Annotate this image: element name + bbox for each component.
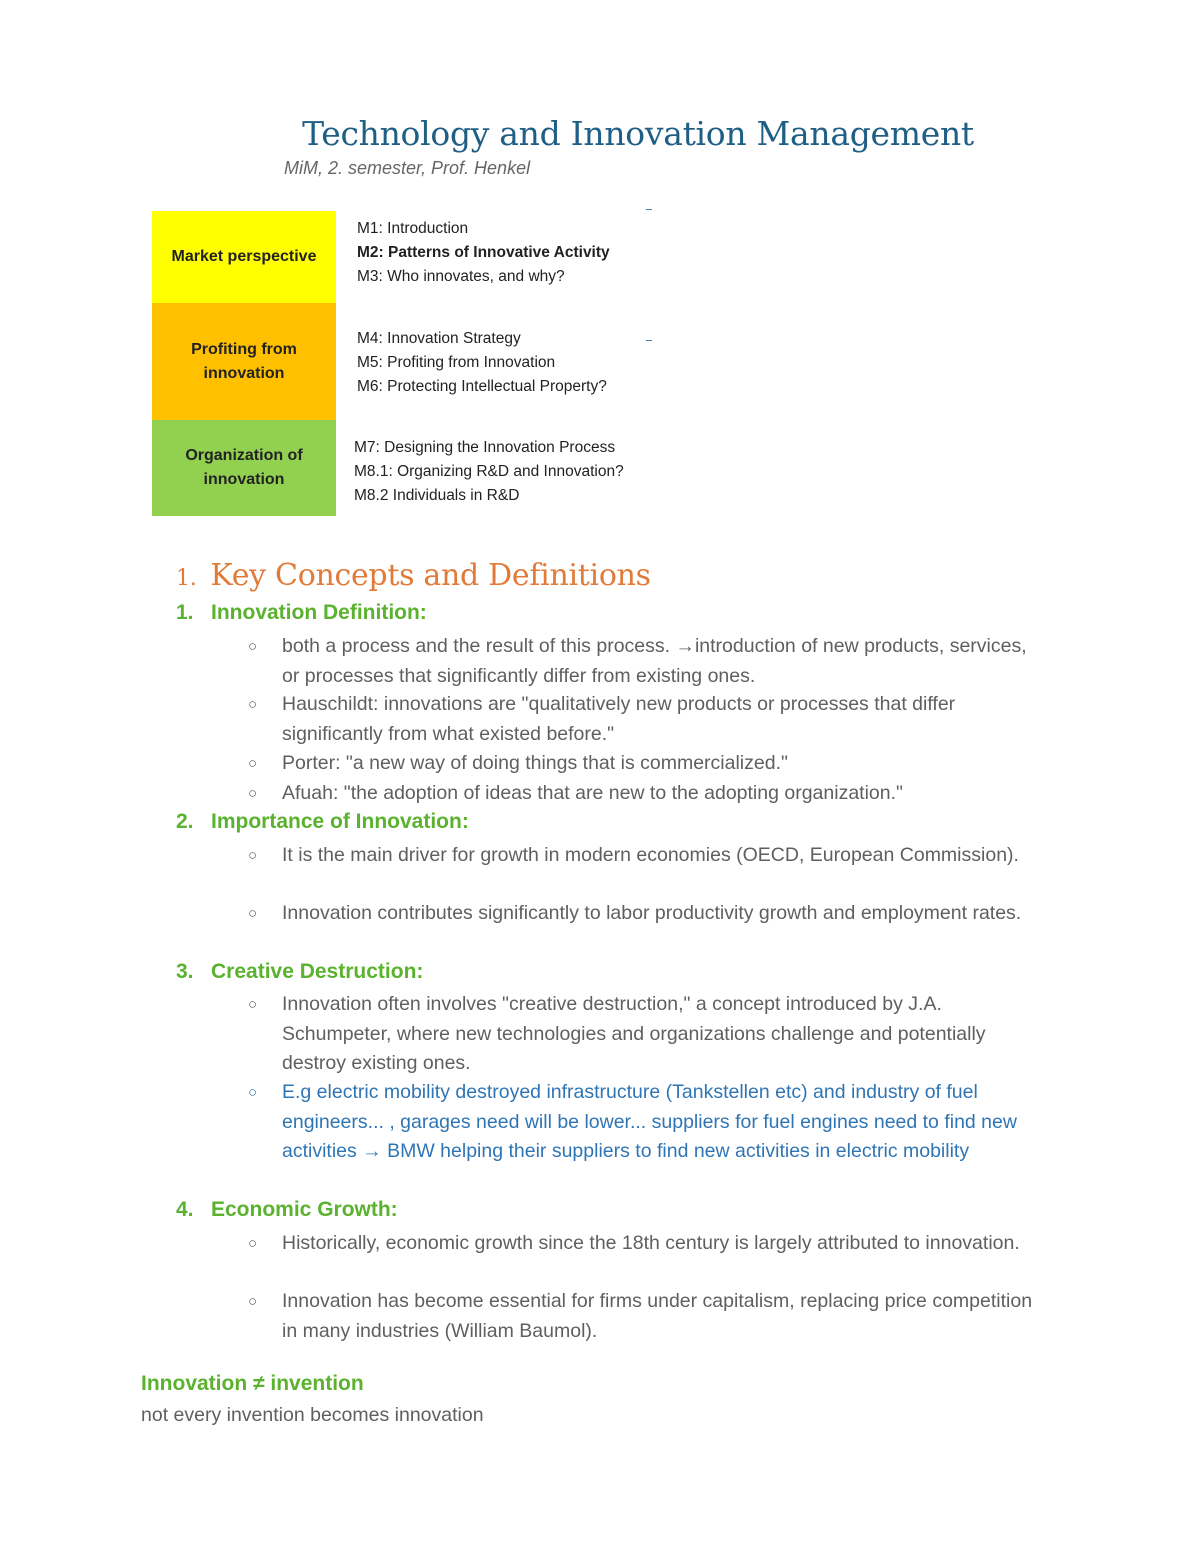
bullet-text: Innovation often involves "creative destruction," a concept introduced by J.A. Schumpeter, where new technologies and organizations challenge and potentially destroy existing ones. (282, 993, 986, 1074)
subsection-number: 3. (176, 960, 194, 983)
subsection-number: 1. (176, 601, 194, 624)
section-title: Key Concepts and Definitions (210, 558, 651, 593)
bullet-circle-icon: ○ (248, 996, 258, 1013)
list-item (248, 779, 1048, 809)
subsection-title: Innovation Definition: (211, 601, 427, 624)
module-item: M3: Who innovates, and why? (357, 268, 565, 285)
subsection-number: 4. (176, 1198, 194, 1221)
dash-mark (646, 209, 652, 210)
list-item (248, 632, 1048, 691)
page-subtitle: MiM, 2. semester, Prof. Henkel (284, 158, 531, 178)
bullet-text: Historically, economic growth since the 18th century is largely attributed to innovation. (282, 1232, 1020, 1254)
band-organization-of-innovation (152, 420, 336, 516)
subsection-number: 2. (176, 810, 194, 833)
subsection-heading (176, 601, 427, 625)
bullet-text: both a process and the result of this process. →introduction of new products, services, or processes that significantly differ from existing ones. (282, 635, 1027, 687)
module-item: M2: Patterns of Innovative Activity (357, 244, 610, 261)
bullet-circle-icon: ○ (248, 696, 258, 713)
dash-mark (646, 340, 652, 341)
bullet-text: Innovation contributes significantly to labor productivity growth and employment rates. (282, 902, 1022, 924)
module-item: M7: Designing the Innovation Process (354, 439, 616, 456)
module-item: M8.1: Organizing R&D and Innovation? (354, 463, 624, 480)
bullet-circle-icon: ○ (248, 905, 258, 922)
subsection-heading (176, 1198, 398, 1222)
course-overview-figure (152, 211, 662, 516)
bullet-circle-icon: ○ (248, 1293, 258, 1310)
list-item (248, 749, 1048, 779)
module-item: M4: Innovation Strategy (357, 330, 521, 347)
list-item (248, 899, 1048, 929)
band-label: Organization of (185, 447, 303, 464)
bullet-circle-icon: ○ (248, 1084, 258, 1101)
band-label: Profiting from (191, 340, 297, 358)
list-item (248, 1078, 1048, 1167)
module-list-market (357, 217, 610, 289)
bullet-circle-icon: ○ (248, 847, 258, 864)
note-text: not every invention becomes innovation (141, 1404, 484, 1426)
list-item (248, 990, 1048, 1079)
list-item (248, 690, 1048, 749)
subsection-heading (176, 960, 423, 984)
bullet-text: Hauschildt: innovations are "qualitatively new products or processes that differ significantly from what existed before." (282, 693, 956, 745)
bullet-text: Afuah: "the adoption of ideas that are new to the adopting organization." (282, 782, 903, 804)
page-title: Technology and Innovation Management (302, 114, 974, 153)
band-label: innovation (203, 364, 285, 382)
bullet-circle-icon: ○ (248, 755, 258, 772)
subsection-title: Economic Growth: (211, 1198, 398, 1221)
subsection-heading (176, 810, 469, 834)
section-heading (176, 558, 651, 593)
bullet-text: It is the main driver for growth in modern economies (OECD, European Commission). (282, 844, 1019, 866)
bullet-circle-icon: ○ (248, 1235, 258, 1252)
list-item (248, 1229, 1048, 1259)
band-market-perspective (152, 211, 336, 303)
band-label: Market perspective (171, 248, 317, 265)
bullet-circle-icon: ○ (248, 785, 258, 802)
note-heading: Innovation ≠ invention (141, 1372, 364, 1395)
bullet-circle-icon: ○ (248, 638, 258, 655)
list-item (248, 1287, 1048, 1346)
module-item: M6: Protecting Intellectual Property? (357, 378, 607, 395)
bullet-text: Porter: "a new way of doing things that is commercialized." (282, 752, 788, 774)
module-item: M8.2 Individuals in R&D (354, 487, 520, 504)
module-item: M1: Introduction (357, 220, 469, 237)
list-item (248, 841, 1048, 871)
band-profiting-from-innovation (152, 303, 336, 420)
module-list-organization (354, 436, 624, 508)
bullet-text: E.g electric mobility destroyed infrastructure (Tankstellen etc) and industry of fuel engineers... , garages need will be lower... suppliers for fuel engines need to find new activities → BMW helping their suppliers to find new activities in electric mobility (282, 1081, 1017, 1162)
section-number: 1. (176, 566, 197, 591)
subsection-title: Importance of Innovation: (211, 810, 469, 833)
module-list-profiting (357, 327, 607, 399)
subsection-title: Creative Destruction: (211, 960, 424, 983)
band-label: innovation (203, 471, 285, 488)
module-item: M5: Profiting from Innovation (357, 354, 556, 371)
bullet-text: Innovation has become essential for firms under capitalism, replacing price competition in many industries (William Baumol). (282, 1290, 1033, 1342)
